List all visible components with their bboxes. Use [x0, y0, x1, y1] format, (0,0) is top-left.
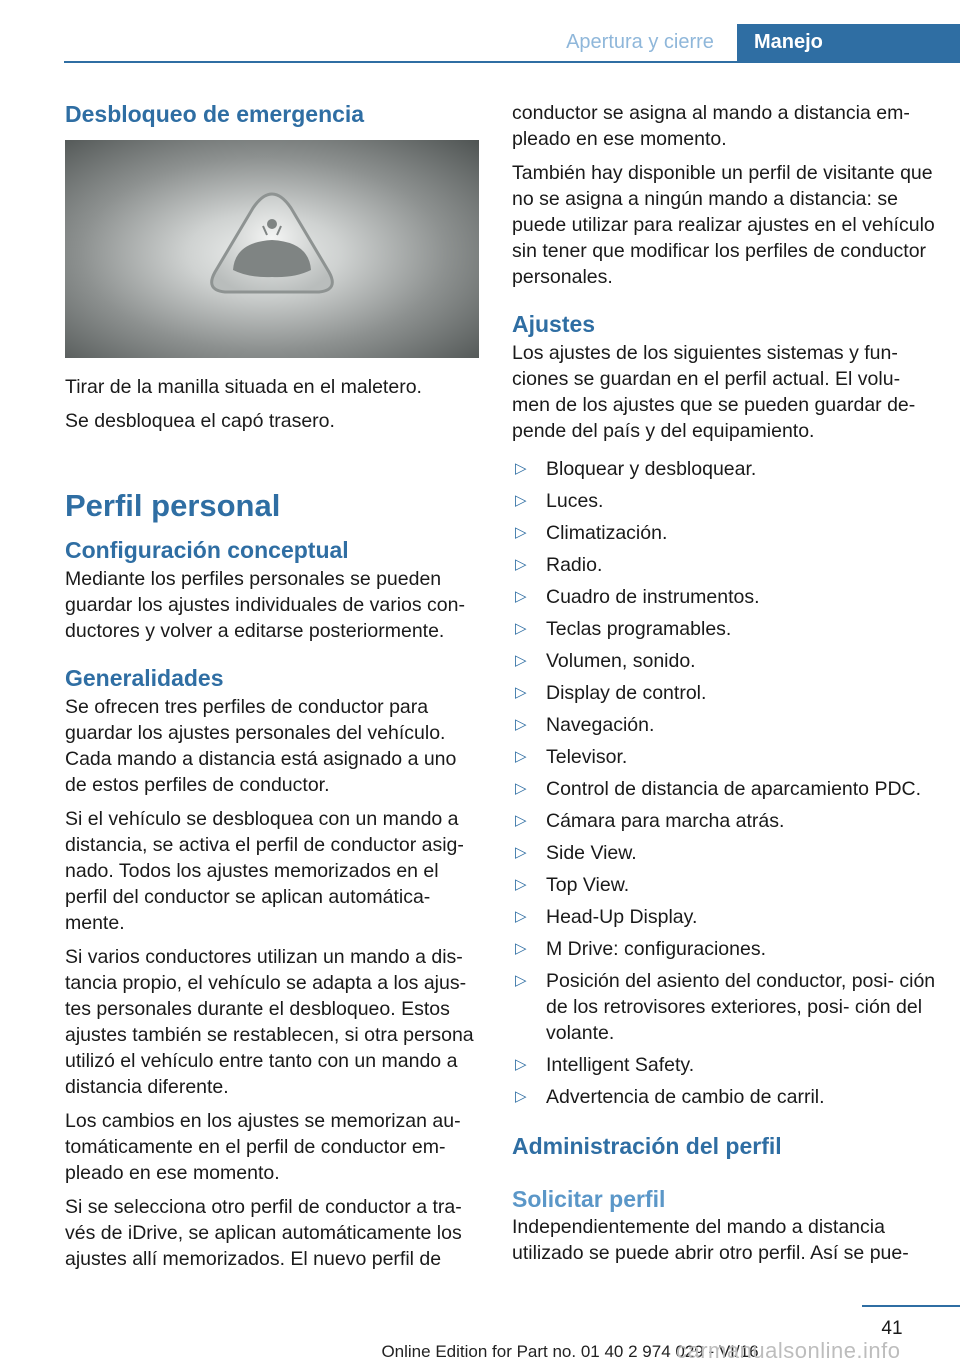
bullet-triangle-icon: ▷ [515, 876, 527, 893]
bullet-triangle-icon: ▷ [515, 812, 527, 829]
list-item: ▷ Cuadro de instrumentos. [515, 586, 760, 608]
bullet-triangle-icon: ▷ [515, 524, 527, 541]
list-item: ▷ Side View. [515, 842, 637, 864]
list-item: ▷ Display de control. [515, 682, 707, 704]
list-item: ▷ Control de distancia de aparcamiento PDC. [515, 778, 922, 800]
page-number: 41 [881, 1318, 903, 1339]
list-item: ▷ Intelligent Safety. [515, 1054, 695, 1076]
bullet-triangle-icon: ▷ [515, 780, 527, 797]
watermark: carmanualsonline.info [676, 1338, 901, 1363]
paragraph-visitor-profile: También hay disponible un perfil de visitante que no se asigna a ningún mando a distancia: se puede utilizar para realizar ajustes en el vehículo sin tener que modificar los perfiles de conductor personales. [512, 162, 935, 288]
bullet-triangle-icon: ▷ [515, 1088, 527, 1105]
trunk-release-handle-icon [65, 140, 479, 358]
paragraph-general-4: Los cambios en los ajustes se memorizan au- tomáticamente en el perfil de conductor em- pleado en ese momento. [65, 1110, 461, 1184]
bullet-triangle-icon: ▷ [515, 972, 527, 989]
list-item: ▷ Luces. [515, 490, 604, 512]
heading-configuracion-conceptual: Configuración conceptual [65, 537, 349, 563]
bullet-triangle-icon: ▷ [515, 652, 527, 669]
paragraph-unlocked: Se desbloquea el capó trasero. [65, 410, 335, 432]
bullet-triangle-icon: ▷ [515, 588, 527, 605]
heading-desbloqueo-emergencia: Desbloqueo de emergencia [65, 101, 365, 127]
bullet-triangle-icon: ▷ [515, 492, 527, 509]
bullet-triangle-icon: ▷ [515, 940, 527, 957]
list-item: ▷ Head-Up Display. [515, 906, 698, 928]
heading-ajustes: Ajustes [512, 311, 596, 337]
list-item: ▷ Navegación. [515, 714, 655, 736]
paragraph-concept: Mediante los perfiles personales se pueden guardar los ajustes individuales de varios con- ductores y volver a editarse posteriormente. [65, 568, 465, 642]
bullet-triangle-icon: ▷ [515, 684, 527, 701]
list-item: ▷ Radio. [515, 554, 603, 576]
list-item: ▷ Televisor. [515, 746, 628, 768]
bullet-triangle-icon: ▷ [515, 620, 527, 637]
list-item: ▷ Volumen, sonido. [515, 650, 696, 672]
bullet-triangle-icon: ▷ [515, 460, 527, 477]
paragraph-general-2: Si el vehículo se desbloquea con un mando a distancia, se activa el perfil de conductor asig- nado. Todos los ajustes memorizados en el perfil del conductor se aplican automática- mente. [65, 808, 464, 934]
list-item: ▷ Posición del asiento del conductor, posi- ción de los retrovisores exteriores, posi- ción del volante. [515, 970, 936, 1044]
heading-solicitar-perfil: Solicitar perfil [512, 1186, 666, 1212]
header-tab-manejo[interactable]: Manejo [737, 24, 960, 61]
header-tab-apertura[interactable]: Apertura y cierre [566, 31, 714, 53]
edition-footer: Online Edition for Part no. 01 40 2 974 029 - VI/16 [381, 1342, 759, 1361]
bullet-triangle-icon: ▷ [515, 748, 527, 765]
list-item: ▷ Climatización. [515, 522, 668, 544]
heading-generalidades: Generalidades [65, 665, 224, 691]
bullet-triangle-icon: ▷ [515, 1056, 527, 1073]
list-item: ▷ M Drive: configuraciones. [515, 938, 767, 960]
paragraph-settings: Los ajustes de los siguientes sistemas y fun- ciones se guardan en el perfil actual. El volu- men de los ajustes que se pueden guardar de- pende del país y del equipamiento. [512, 342, 916, 442]
paragraph-general-5: Si se selecciona otro perfil de conductor a tra- vés de iDrive, se aplican automáticamente los ajustes allí memorizados. El nuevo perfil de [65, 1196, 462, 1270]
paragraph-general-3: Si varios conductores utilizan un mando a dis- tancia propio, el vehículo se adapta a los ajus- tes personales durante el desbloqueo. Estos ajustes también se restablecen, si otra persona utilizó el vehículo entre tanto con un mando a distancia diferente. [65, 946, 474, 1098]
heading-perfil-personal: Perfil personal [65, 488, 281, 523]
list-item: ▷ Bloquear y desbloquear. [515, 458, 757, 480]
right-column [512, 100, 937, 1274]
paragraph-request-profile: Independientemente del mando a distancia utilizado se puede abrir otro perfil. Así se pue- [512, 1216, 909, 1264]
bullet-triangle-icon: ▷ [515, 716, 527, 733]
bullet-triangle-icon: ▷ [515, 908, 527, 925]
paragraph-general-1: Se ofrecen tres perfiles de conductor para guardar los ajustes personales del vehículo. Cada mando a distancia está asignado a uno de estos perfiles de conductor. [65, 696, 457, 796]
footer-rule [862, 1305, 960, 1307]
trunk-release-photo [65, 140, 479, 358]
paragraph-continuation: conductor se asigna al mando a distancia em- pleado en ese momento. [512, 102, 910, 150]
heading-administracion-perfil: Administración del perfil [512, 1133, 782, 1159]
header-rule [64, 61, 960, 63]
list-item: ▷ Top View. [515, 874, 630, 896]
settings-list [512, 456, 937, 1110]
list-item: ▷ Teclas programables. [515, 618, 732, 640]
list-item: ▷ Cámara para marcha atrás. [515, 810, 785, 832]
bullet-triangle-icon: ▷ [515, 844, 527, 861]
left-column [65, 98, 481, 1280]
bullet-triangle-icon: ▷ [515, 556, 527, 573]
list-item: ▷ Advertencia de cambio de carril. [515, 1086, 825, 1108]
paragraph-pull-handle: Tirar de la manilla situada en el maletero. [65, 376, 422, 398]
